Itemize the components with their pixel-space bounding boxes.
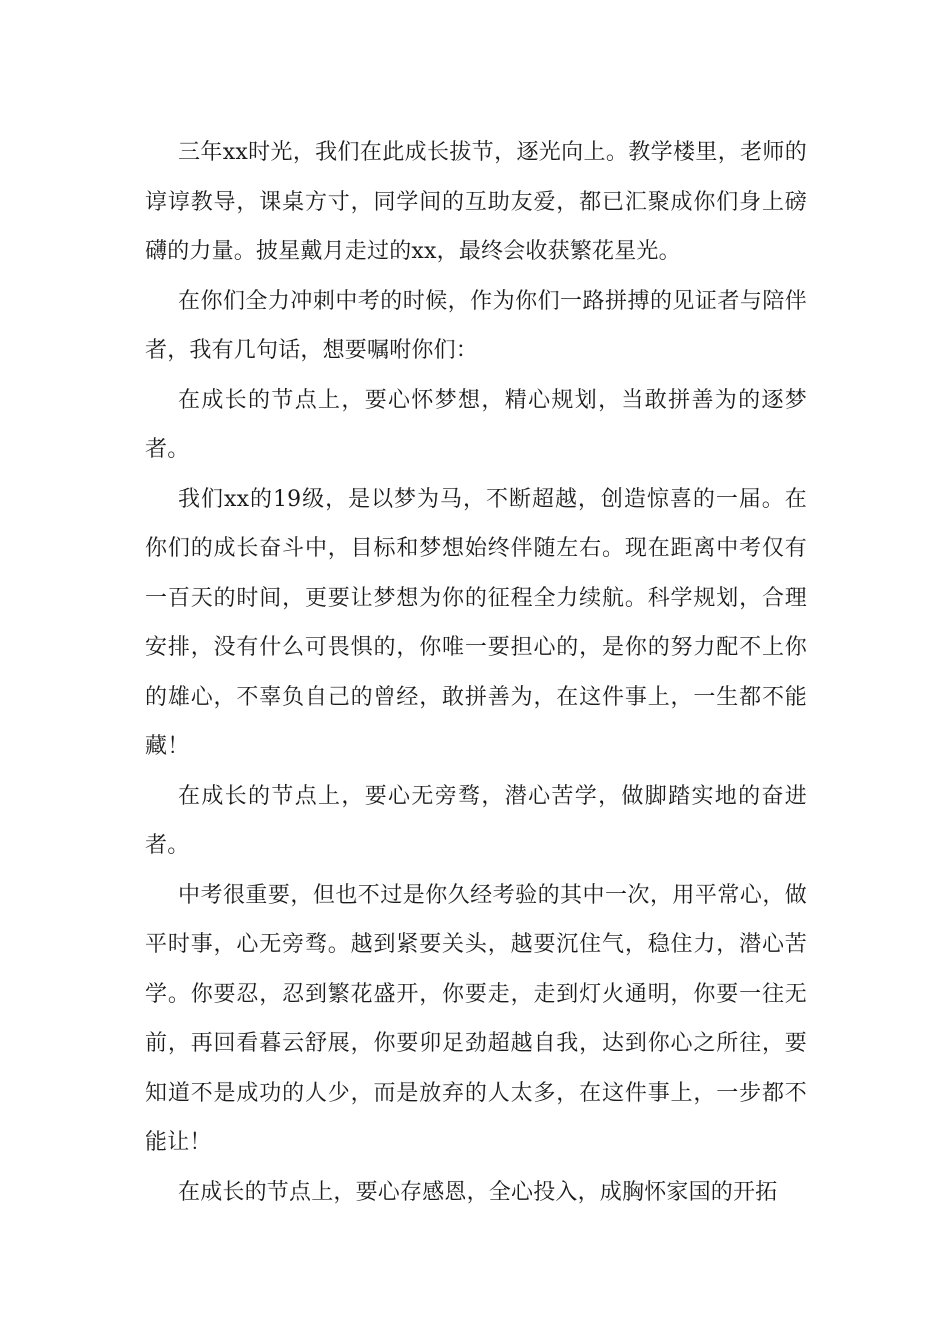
paragraph-point-2-heading: 在成长的节点上，要心无旁骛，潜心苦学，做脚踏实地的奋进者。 <box>145 783 807 858</box>
paragraph-point-1-heading: 在成长的节点上，要心怀梦想，精心规划，当敢拼善为的逐梦者。 <box>145 387 807 462</box>
paragraph-point-2-body: 中考很重要，但也不过是你久经考验的其中一次，用平常心，做平时事，心无旁骛。越到紧要关头，越要沉住气，稳住力，潜心苦学。你要忍，忍到繁花盛开，你要走，走到灯火通明，你要一往无前，再回看暮云舒展，你要卯足劲超越自我，达到你心之所往，要知道不是成功的人少，而是放弃的人太多，在这件事上，一步都不能让！ <box>145 882 807 1155</box>
document-body <box>145 128 807 1217</box>
paragraph-address: 在你们全力冲刺中考的时候，作为你们一路拼搏的见证者与陪伴者，我有几句话，想要嘱咐你们： <box>145 288 807 363</box>
paragraph-point-1-body: 我们xx的19级，是以梦为马，不断超越，创造惊喜的一届。在你们的成长奋斗中，目标和梦想始终伴随左右。现在距离中考仅有一百天的时间，更要让梦想为你的征程全力续航。科学规划，合理安排，没有什么可畏惧的，你唯一要担心的，是你的努力配不上你的雄心，不辜负自己的曾经，敢拼善为，在这件事上，一生都不能藏！ <box>145 486 807 759</box>
paragraph-intro: 三年xx时光，我们在此成长拔节，逐光向上。教学楼里，老师的谆谆教导，课桌方寸，同学间的互助友爱，都已汇聚成你们身上磅礴的力量。披星戴月走过的xx，最终会收获繁花星光。 <box>145 140 807 264</box>
paragraph-point-3-heading: 在成长的节点上，要心存感恩，全心投入，成胸怀家国的开拓 <box>178 1179 778 1205</box>
